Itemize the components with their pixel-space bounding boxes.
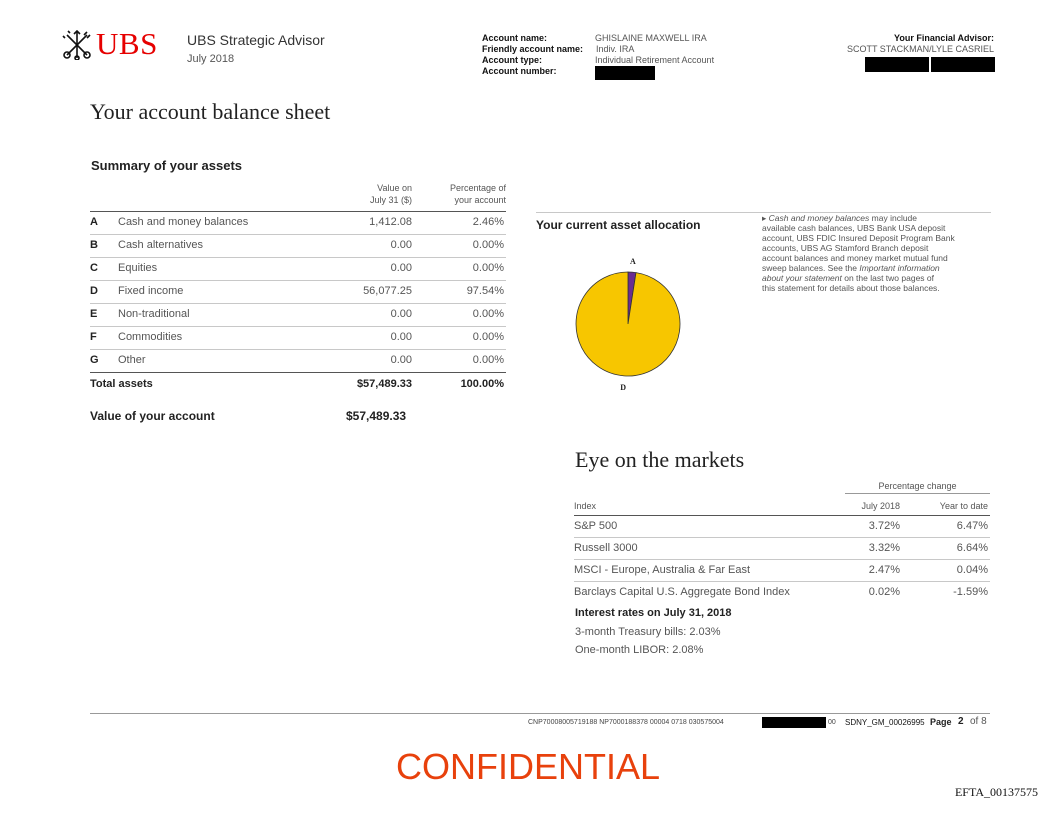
advisor-phone-redaction	[931, 57, 995, 72]
allocation-pie-chart	[566, 254, 690, 394]
account-value-amount: $57,489.33	[346, 409, 407, 423]
financial-advisor-names: SCOTT STACKMAN/LYLE CASRIEL	[846, 44, 994, 54]
footer-redaction	[762, 717, 826, 728]
percentage-change-header: Percentage change	[845, 481, 990, 494]
account-name-label: Account name:	[482, 33, 548, 43]
allocation-title: Your current asset allocation	[536, 218, 701, 232]
ubs-keys-logo-icon	[62, 30, 92, 60]
asset-row: B Cash alternatives 0.00 0.00%	[90, 234, 506, 257]
footnote-line: account balances and money market mutual fund	[762, 253, 948, 263]
pie-label-A: A	[629, 257, 636, 267]
account-number-redaction	[595, 66, 655, 80]
summary-assets-title: Summary of your assets	[91, 158, 243, 173]
account-type-value: Individual Retirement Account	[595, 55, 715, 65]
asset-row: G Other 0.00 0.00%	[90, 349, 506, 372]
financial-advisor-label: Your Financial Advisor:	[893, 33, 994, 43]
footnote-line: this statement for details about those balances.	[762, 283, 940, 293]
asset-row: A Cash and money balances 1,412.08 2.46%	[90, 211, 506, 234]
page-number: 2	[958, 716, 964, 727]
footnote-line: sweep balances. See the Important information	[762, 263, 940, 273]
advisor-phone-redaction	[865, 57, 929, 72]
market-row: Russell 3000 3.32% 6.64%	[574, 537, 990, 559]
markets-table	[574, 501, 990, 603]
page-total: of 8	[970, 716, 987, 727]
statement-code: CNP70008005719188 NP7000188378 00004 0718 030575004	[528, 719, 724, 726]
asset-row: C Equities 0.00 0.00%	[90, 257, 506, 280]
footnote-line: accounts, UBS AG Stamford Branch deposit	[762, 243, 929, 253]
asset-row: E Non-traditional 0.00 0.00%	[90, 303, 506, 326]
libor-rate: One-month LIBOR: 2.08%	[575, 644, 704, 656]
asset-row: D Fixed income 56,077.25 97.54%	[90, 280, 506, 303]
confidential-stamp: CONFIDENTIAL	[395, 746, 661, 787]
markets-table-header: Index July 2018 Year to date	[574, 501, 988, 511]
footer-divider	[90, 713, 990, 714]
bates-number: SDNY_GM_00026995	[845, 718, 925, 727]
friendly-name-value: Indiv. IRA	[596, 44, 635, 54]
document-title: UBS Strategic Advisor	[187, 32, 325, 48]
footnote-line: available cash balances, UBS Bank USA deposit	[762, 223, 946, 233]
account-type-label: Account type:	[482, 55, 543, 65]
bullet-icon: ▸	[762, 213, 769, 223]
treasury-bill-rate: 3-month Treasury bills: 2.03%	[575, 626, 721, 638]
interest-rates-title: Interest rates on July 31, 2018	[575, 607, 732, 619]
friendly-name-label: Friendly account name:	[482, 44, 584, 54]
allocation-footnote	[762, 213, 992, 293]
pie-slice-D	[576, 272, 680, 376]
account-number-label: Account number:	[482, 66, 557, 76]
page-label: Page	[930, 717, 952, 727]
market-row: MSCI - Europe, Australia & Far East 2.47% 0.04%	[574, 559, 990, 581]
value-column-header: Value on July 31 ($)	[369, 183, 412, 205]
footnote-line: about your statement on the last two pages of	[762, 273, 935, 283]
ubs-logo-text: UBS	[96, 26, 158, 61]
efta-number: EFTA_00137575	[954, 785, 1038, 799]
balance-sheet-title: Your account balance sheet	[90, 99, 331, 124]
percentage-column-header: Percentage of your account	[449, 183, 506, 205]
markets-title: Eye on the markets	[575, 447, 745, 472]
market-row: S&P 500 3.72% 6.47%	[574, 515, 990, 537]
footnote-line: account, UBS FDIC Insured Deposit Program Bank	[762, 233, 955, 243]
market-row: Barclays Capital U.S. Aggregate Bond Index 0.02% -1.59%	[574, 581, 990, 603]
account-name-value: GHISLAINE MAXWELL IRA	[595, 33, 707, 43]
footnote-line: ▸ Cash and money balances may include	[762, 213, 918, 223]
statement-code-tail: 00	[828, 719, 836, 726]
total-assets-row: Total assets $57,489.33 100.00%	[90, 372, 506, 397]
assets-table	[90, 211, 506, 397]
document-date: July 2018	[187, 53, 235, 65]
pie-label-D: D	[620, 382, 627, 392]
asset-row: F Commodities 0.00 0.00%	[90, 326, 506, 349]
account-value-label: Value of your account	[90, 409, 215, 423]
